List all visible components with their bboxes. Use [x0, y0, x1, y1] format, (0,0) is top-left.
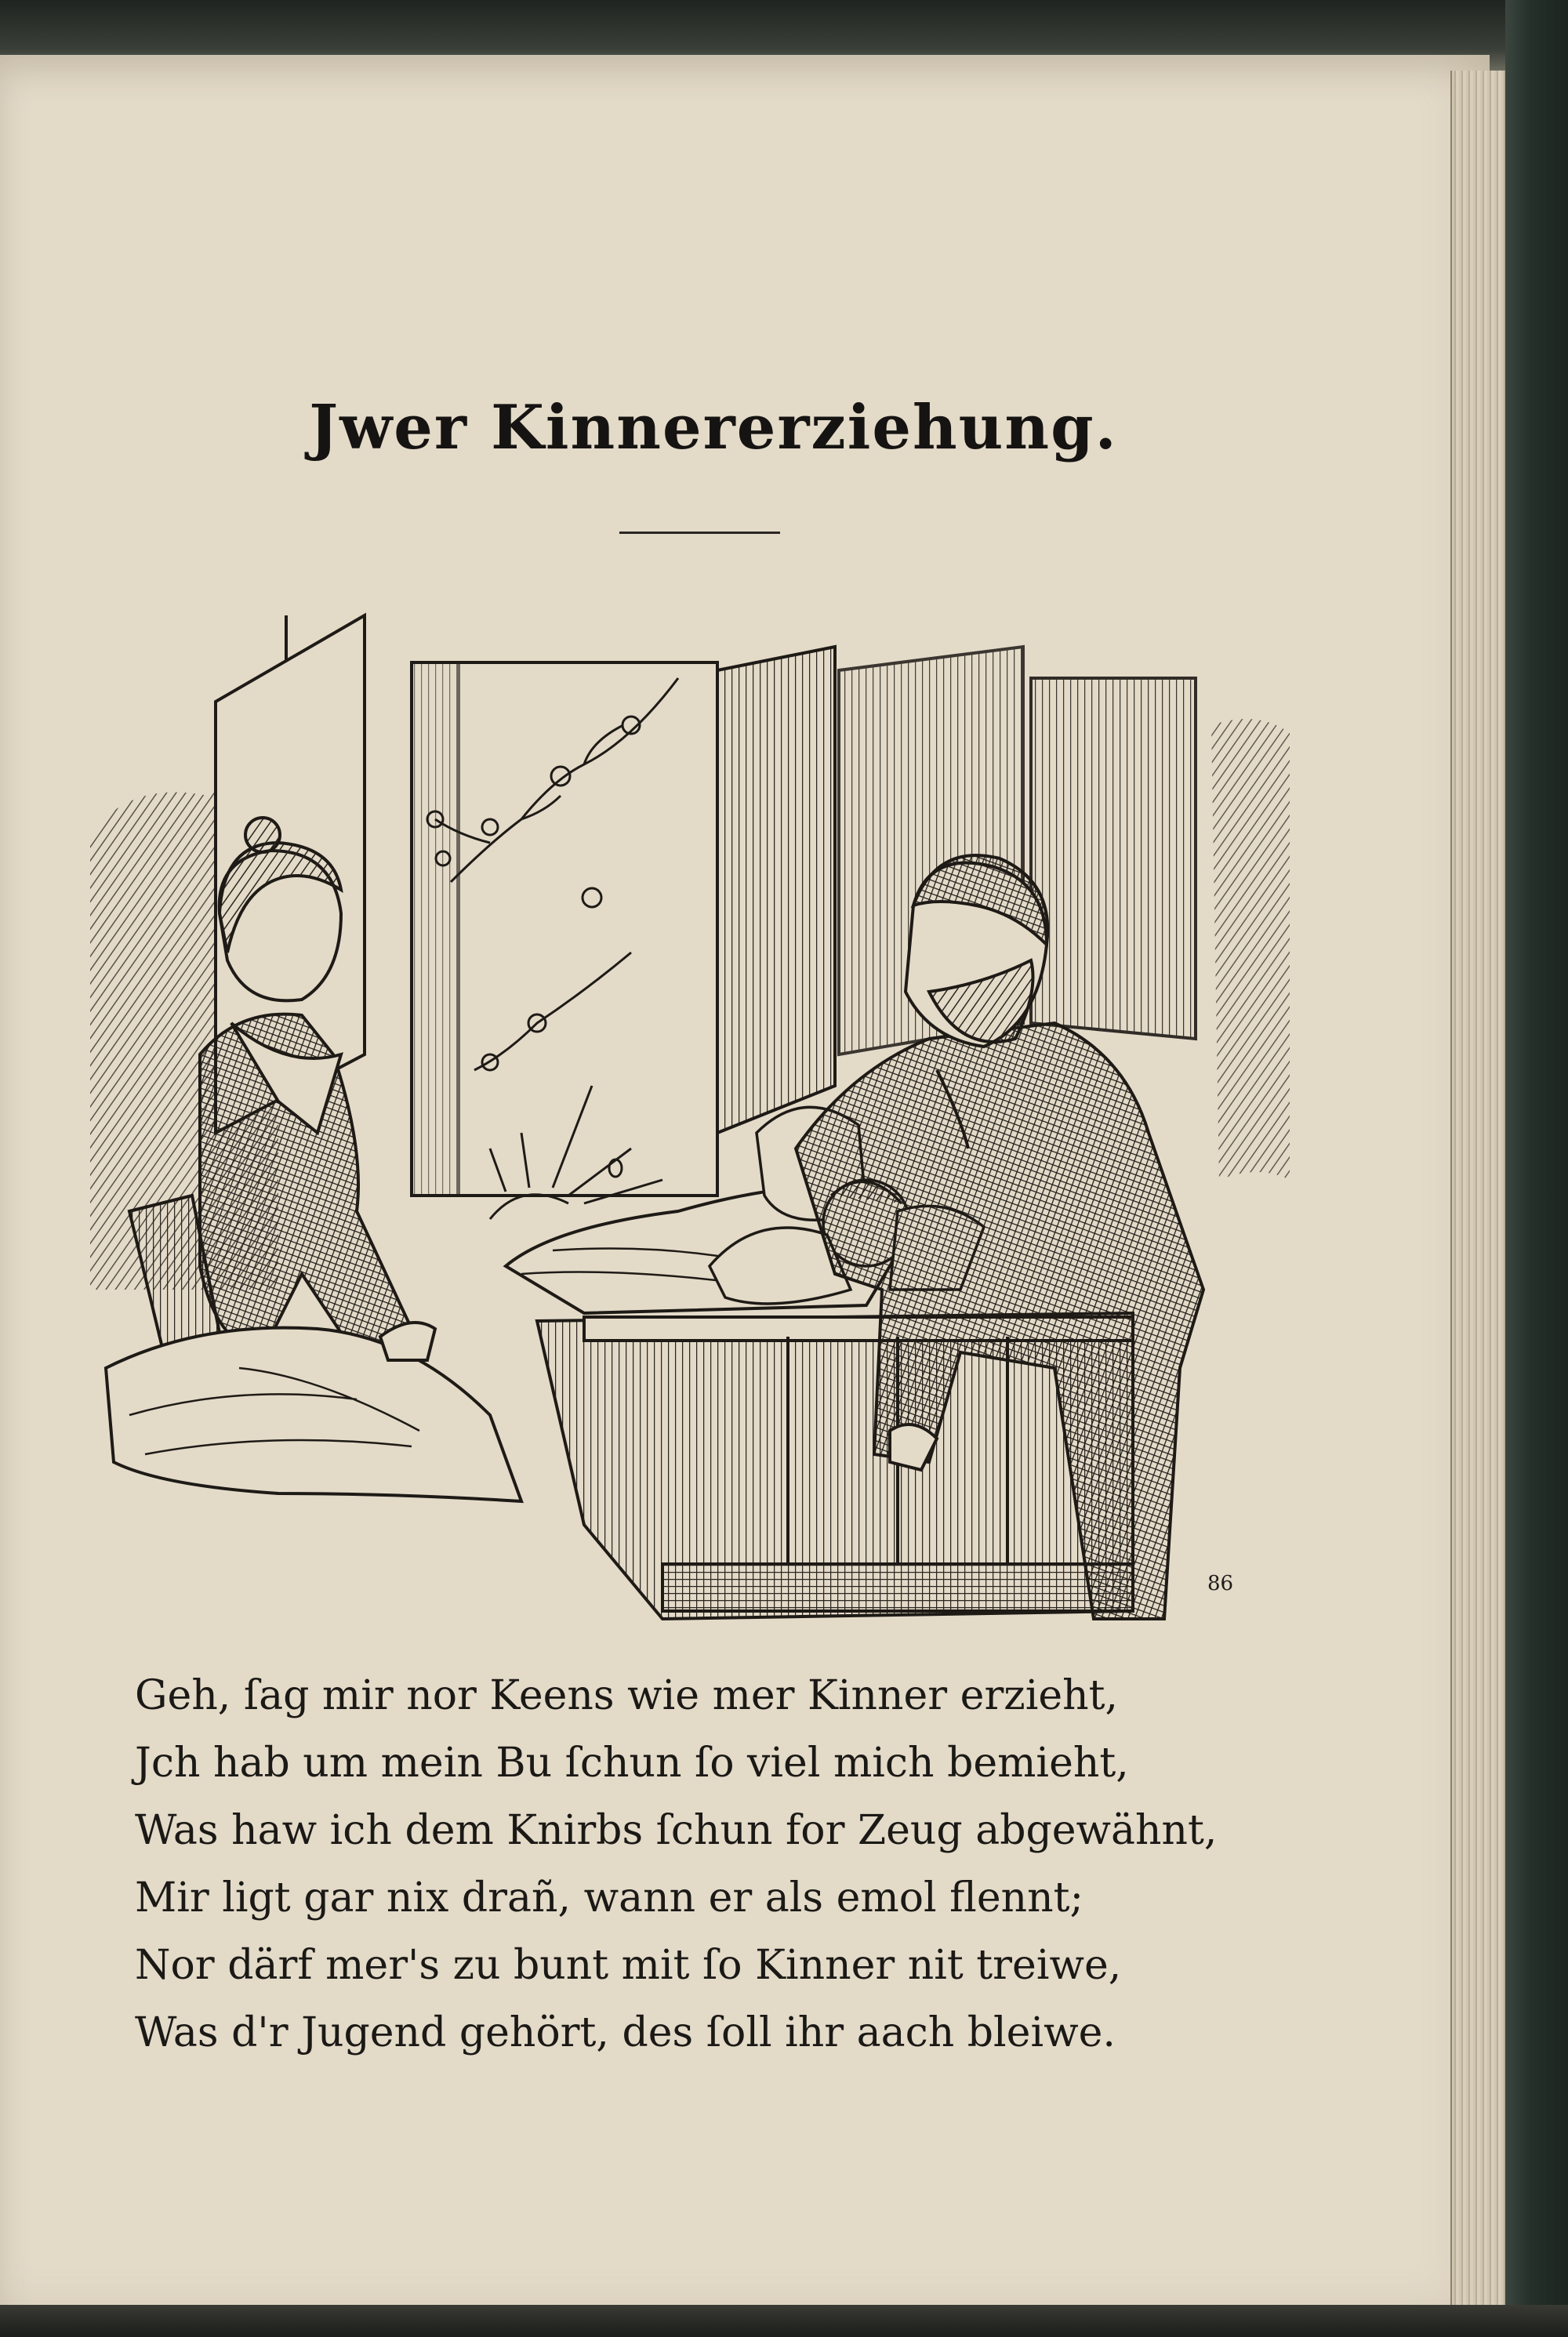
poem-line: Mir ligt gar nix drañ, wann er als emol flennt; — [135, 1874, 1084, 1921]
page-title: Jwer Kinnererziehung. — [309, 392, 1118, 463]
book-cover-edge — [1505, 0, 1568, 2337]
book-bottom-edge — [0, 2305, 1568, 2337]
poem-line: Nor därf mer's zu bunt mit ſo Kinner nit treiwe, — [135, 1942, 1122, 1989]
engraving-illustration — [82, 584, 1305, 1654]
poem-line: Was haw ich dem Knirbs ſchun for Zeug abgewähnt, — [135, 1807, 1218, 1854]
artist-signature: 86 — [1207, 1572, 1234, 1595]
title-divider — [619, 532, 780, 534]
page-edges — [1450, 71, 1507, 2321]
poem — [135, 1662, 1311, 2067]
poem-line: Geh, ſag mir nor Keens wie mer Kinner erzieht, — [135, 1672, 1119, 1719]
poem-line: Was d'r Jugend gehört, des ſoll ihr aach bleiwe. — [135, 2009, 1116, 2056]
poem-line: Jch hab um mein Bu ſchun ſo viel mich bemieht, — [135, 1740, 1129, 1787]
